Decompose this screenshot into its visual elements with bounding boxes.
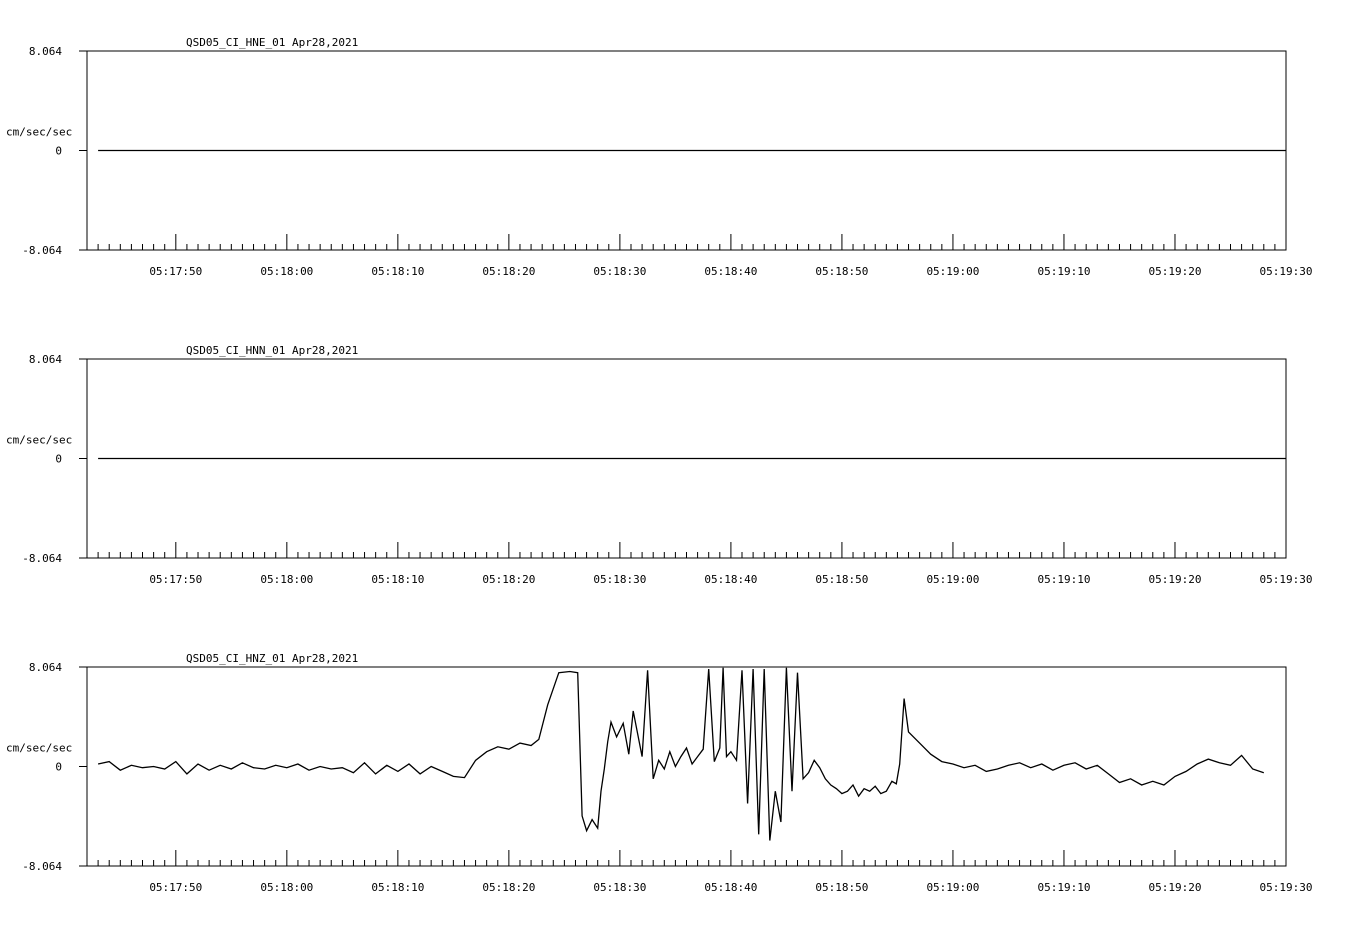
x-tick-label: 05:19:30 — [1259, 265, 1313, 278]
y-axis-label: cm/sec/sec — [6, 741, 73, 755]
x-tick-label: 05:18:20 — [482, 881, 536, 894]
y-tick-label: -8.064 — [22, 244, 62, 257]
x-tick-label: 05:19:30 — [1259, 573, 1313, 586]
trace-line — [98, 668, 1264, 841]
x-tick-label: 05:18:50 — [815, 265, 869, 278]
x-tick-label: 05:18:50 — [815, 573, 869, 586]
y-tick-label: -8.064 — [22, 860, 62, 873]
y-tick-label: 8.064 — [28, 661, 62, 674]
y-axis-label: cm/sec/sec — [6, 433, 73, 447]
x-tick-label: 05:17:50 — [149, 881, 203, 894]
x-tick-label: 05:18:10 — [371, 881, 425, 894]
y-axis-label: cm/sec/sec — [6, 125, 73, 139]
y-tick-label: 8.064 — [28, 45, 62, 58]
y-tick-label: 0 — [55, 144, 62, 158]
x-tick-label: 05:18:40 — [704, 265, 758, 278]
y-tick-label: 8.064 — [28, 353, 62, 366]
x-tick-label: 05:18:30 — [593, 573, 647, 586]
x-tick-label: 05:19:20 — [1148, 573, 1202, 586]
x-tick-label: 05:17:50 — [149, 265, 203, 278]
x-tick-label: 05:18:00 — [260, 265, 314, 278]
x-tick-label: 05:19:20 — [1148, 265, 1202, 278]
y-tick-label: 0 — [55, 760, 62, 774]
x-tick-label: 05:18:30 — [593, 265, 647, 278]
x-tick-label: 05:19:00 — [926, 573, 980, 586]
plot-frame — [87, 667, 1286, 866]
y-tick-label: 0 — [55, 452, 62, 466]
x-tick-label: 05:19:10 — [1037, 881, 1091, 894]
x-tick-label: 05:17:50 — [149, 573, 203, 586]
x-tick-label: 05:18:20 — [482, 265, 536, 278]
x-tick-label: 05:18:00 — [260, 573, 314, 586]
chart-title: QSD05_CI_HNZ_01 Apr28,2021 — [186, 652, 359, 665]
chart-title: QSD05_CI_HNE_01 Apr28,2021 — [186, 36, 359, 49]
x-tick-label: 05:19:30 — [1259, 881, 1313, 894]
x-tick-label: 05:19:00 — [926, 265, 980, 278]
x-tick-label: 05:18:50 — [815, 881, 869, 894]
x-tick-label: 05:18:30 — [593, 881, 647, 894]
x-tick-label: 05:18:00 — [260, 881, 314, 894]
x-tick-label: 05:18:10 — [371, 573, 425, 586]
x-tick-label: 05:18:20 — [482, 573, 536, 586]
x-tick-label: 05:19:10 — [1037, 573, 1091, 586]
x-tick-label: 05:18:40 — [704, 881, 758, 894]
x-tick-label: 05:19:20 — [1148, 881, 1202, 894]
x-tick-label: 05:19:00 — [926, 881, 980, 894]
x-tick-label: 05:19:10 — [1037, 265, 1091, 278]
chart-title: QSD05_CI_HNN_01 Apr28,2021 — [186, 344, 359, 357]
x-tick-label: 05:18:10 — [371, 265, 425, 278]
y-tick-label: -8.064 — [22, 552, 62, 565]
x-tick-label: 05:18:40 — [704, 573, 758, 586]
